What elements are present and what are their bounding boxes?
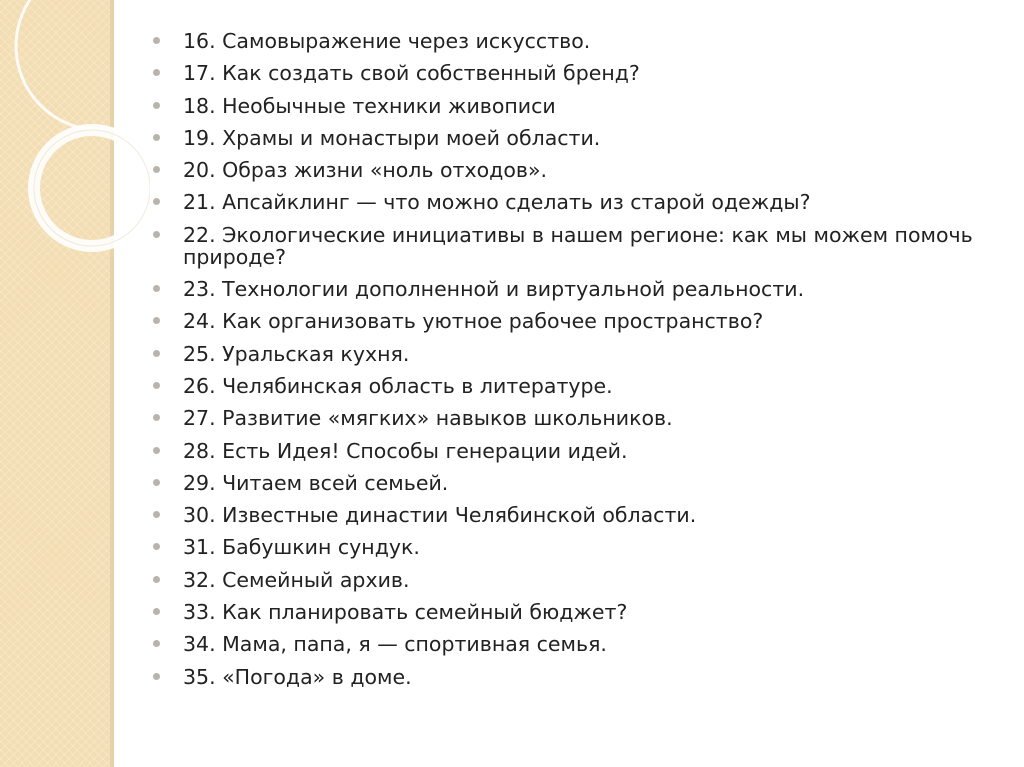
topic-list — [150, 30, 1010, 688]
list-item-text: 28. Есть Идея! Способы генерации идей. — [183, 438, 628, 463]
bullet-icon — [153, 166, 160, 173]
list-item — [150, 191, 1010, 213]
list-item-text: 16. Самовыражение через искусство. — [183, 29, 591, 53]
list-item-text: 20. Образ жизни «ноль отходов». — [183, 158, 548, 183]
list-item-text: 19. Храмы и монастыри моей области. — [183, 125, 601, 150]
list-item — [150, 278, 1010, 300]
list-item-text: 18. Необычные техники живописи — [183, 93, 556, 118]
list-item-text: 26. Челябинская область в литературе. — [183, 373, 613, 398]
bullet-icon — [153, 231, 160, 238]
list-item-text: 32. Семейный архив. — [183, 567, 410, 592]
bullet-icon — [153, 37, 160, 44]
bullet-icon — [153, 102, 160, 109]
list-item — [150, 62, 1010, 84]
list-item-text: 31. Бабушкин сундук. — [183, 535, 420, 560]
list-item — [150, 440, 1010, 462]
bullet-icon — [153, 350, 160, 357]
bullet-icon — [153, 198, 160, 205]
list-item-text: 30. Известные династии Челябинской области. — [183, 503, 697, 528]
bullet-icon — [153, 134, 160, 141]
list-item — [150, 30, 1010, 52]
bullet-icon — [153, 69, 160, 76]
bullet-icon — [153, 317, 160, 324]
list-item-text: 25. Уральская кухня. — [183, 341, 410, 366]
bullet-icon — [153, 576, 160, 583]
list-item — [150, 666, 1010, 688]
decorative-circles — [0, 0, 150, 300]
bullet-icon — [153, 511, 160, 518]
list-item-text: 29. Читаем всей семьей. — [183, 470, 449, 495]
bullet-icon — [153, 673, 160, 680]
list-item-text: 22. Экологические инициативы в нашем регионе: как мы можем помочь природе? — [183, 222, 973, 269]
list-item — [150, 569, 1010, 591]
list-item — [150, 343, 1010, 365]
list-item — [150, 310, 1010, 332]
bullet-icon — [153, 414, 160, 421]
list-item — [150, 504, 1010, 526]
list-item — [150, 633, 1010, 655]
bullet-icon — [153, 447, 160, 454]
list-item-text: 34. Мама, папа, я — спортивная семья. — [183, 632, 607, 657]
list-item — [150, 127, 1010, 149]
list-item — [150, 159, 1010, 181]
list-item — [150, 375, 1010, 397]
slide-content — [150, 30, 1010, 698]
list-item-text: 17. Как создать свой собственный бренд? — [183, 61, 640, 86]
bullet-icon — [153, 382, 160, 389]
list-item-text: 21. Апсайклинг — что можно сделать из старой одежды? — [183, 190, 811, 215]
bullet-icon — [153, 640, 160, 647]
list-item — [150, 601, 1010, 623]
list-item-text: 33. Как планировать семейный бюджет? — [183, 600, 628, 625]
list-item — [150, 95, 1010, 117]
list-item — [150, 407, 1010, 429]
list-item — [150, 536, 1010, 558]
bullet-icon — [153, 285, 160, 292]
bullet-icon — [153, 543, 160, 550]
list-item-text: 24. Как организовать уютное рабочее пространство? — [183, 309, 764, 334]
list-item-text: 35. «Погода» в доме. — [183, 664, 412, 689]
list-item — [150, 472, 1010, 494]
list-item-text: 23. Технологии дополненной и виртуальной реальности. — [183, 277, 805, 302]
bullet-icon — [153, 608, 160, 615]
bullet-icon — [153, 479, 160, 486]
list-item-text: 27. Развитие «мягких» навыков школьников. — [183, 406, 673, 431]
list-item — [150, 224, 1010, 268]
